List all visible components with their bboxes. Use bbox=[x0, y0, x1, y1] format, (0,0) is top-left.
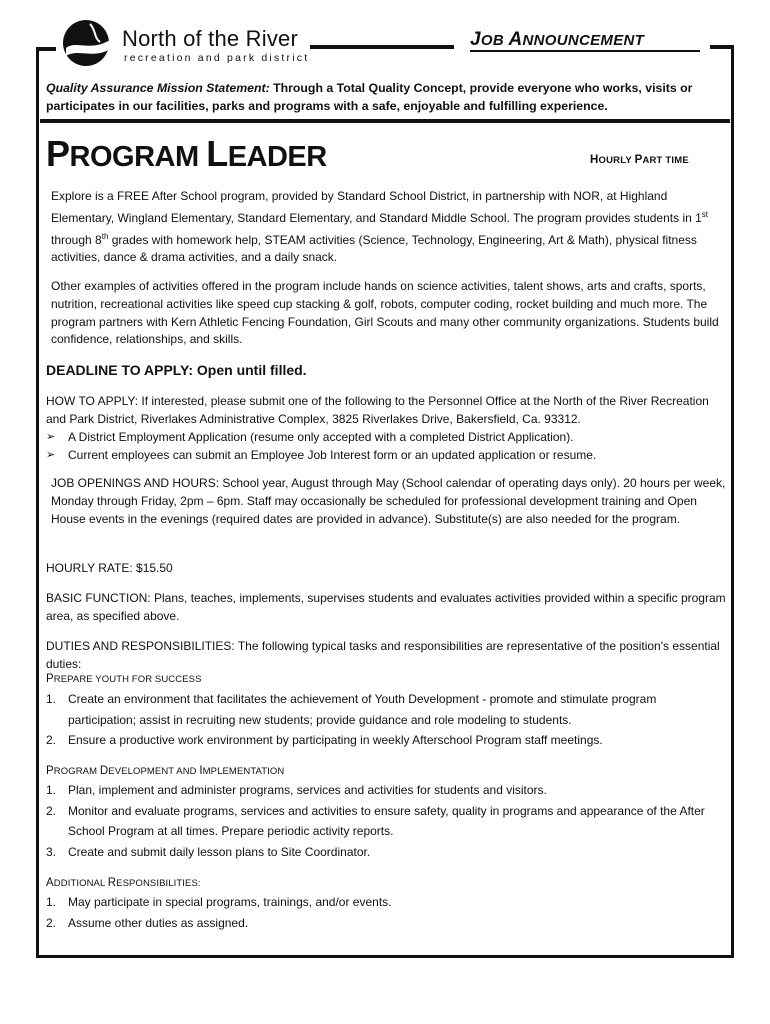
prepare-duties-list bbox=[46, 689, 726, 751]
list-item: 1. Create an environment that facilitates the achievement of Youth Development - promote and stimulate program participation; assist in recruiting new students; provide guidance and role modeling to students. bbox=[46, 692, 657, 727]
deadline-heading: DEADLINE TO APPLY: Open until filled. bbox=[46, 362, 307, 378]
section-heading-additional: ADDITIONAL RESPONSIBILITIES: bbox=[46, 877, 201, 889]
job-announcement-heading: JOB ANNOUNCEMENT bbox=[470, 29, 645, 50]
additional-duties-list bbox=[46, 892, 726, 933]
list-item: 3. Create and submit daily lesson plans to Site Coordinator. bbox=[46, 844, 371, 859]
header-rule-middle bbox=[310, 45, 454, 49]
employment-type: HOURLY PART TIME bbox=[590, 154, 689, 166]
org-subtitle: recreation and park district bbox=[124, 52, 310, 64]
mission-label: Quality Assurance Mission Statement: bbox=[46, 81, 270, 95]
district-logo-icon bbox=[60, 18, 116, 68]
mission-divider bbox=[40, 119, 730, 123]
org-name: North of the River bbox=[122, 26, 299, 51]
list-item: 1. Plan, implement and administer programs, services and activities for students and visitors. bbox=[46, 783, 547, 797]
job-openings-hours: JOB OPENINGS AND HOURS: School year, August through May (School calendar of operating days only). 20 hours per week, Monday through Friday, 2pm – 6pm. Staff may occasionally be scheduled for professional development training and Open House events in the evenings (required dates are provided in advance). Substitute(s) are also needed for the program. bbox=[51, 476, 726, 526]
arrow-bullet-icon: ➢ bbox=[46, 431, 56, 443]
duties-intro: DUTIES AND RESPONSIBILITIES: The following typical tasks and responsibilities are representative of the position's essential duties: bbox=[46, 639, 720, 671]
program-duties-list bbox=[46, 780, 726, 862]
how-to-apply: HOW TO APPLY: If interested, please submit one of the following to the Personnel Office at the North of the River Recreation and Park District, Riverlakes Administrative Complex, 3825 Riverlakes Drive, Bakersfield, Ca. 93312. bbox=[46, 394, 709, 426]
intro-paragraph-2: Other examples of activities offered in the program include hands on science activities, talent shows, arts and crafts, sports, nutrition, recreational activities like speed cup stacking & golf, robots, computer coding, rocket building and much more. The program partners with Kern Athletic Fencing Foundation, Girl Scouts and many other community organizations. Students build confidence, relationships, and skills. bbox=[51, 279, 719, 347]
basic-function: BASIC FUNCTION: Plans, teaches, implements, supervises students and evaluates activities provided within a specific program area, as specified above. bbox=[46, 591, 726, 623]
header-rule-left bbox=[36, 47, 56, 51]
intro-paragraph-1: Explore is a FREE After School program, provided by Standard School District, in partnership with NOR, at Highland Elementary, Wingland Elementary, Standard Elementary, and Standard Middle School. The program provides students in 1st through 8th grades with homework help, STEAM activities (Science, Technology, Engineering, Art & Math), physical fitness activities, dance & drama activities, and a daily snack. bbox=[51, 189, 709, 265]
list-item: 2. Assume other duties as assigned. bbox=[46, 915, 249, 930]
mission-text: Through a Total Quality Concept, provide everyone who works, visits or participates in our facilities, parks and programs with a safe, enjoyable and fulfilling experience. bbox=[46, 81, 693, 113]
list-item: ➢ Current employees can submit an Employee Job Interest form or an updated application or resume. bbox=[46, 447, 726, 465]
hourly-rate: HOURLY RATE: $15.50 bbox=[46, 561, 173, 575]
section-heading-program: PROGRAM DEVELOPMENT AND IMPLEMENTATION bbox=[46, 765, 285, 777]
page-frame-left bbox=[36, 47, 39, 958]
announcement-underline bbox=[470, 50, 700, 52]
page-frame-bottom bbox=[36, 955, 734, 958]
list-item: 2. Monitor and evaluate programs, services and activities to ensure safety, quality in programs and appearance of the After School Program at all times. Prepare periodic activity reports. bbox=[46, 803, 705, 838]
mission-statement bbox=[46, 80, 726, 115]
apply-options-list bbox=[46, 429, 726, 465]
list-item: 1. May participate in special programs, trainings, and/or events. bbox=[46, 895, 392, 909]
section-heading-prepare: PREPARE YOUTH FOR SUCCESS bbox=[46, 673, 202, 685]
list-item: 2. Ensure a productive work environment by participating in weekly Afterschool Program staff meetings. bbox=[46, 733, 603, 747]
page-title: PROGRAM LEADER bbox=[46, 133, 327, 174]
list-item: ➢ A District Employment Application (resume only accepted with a completed District Application). bbox=[46, 429, 726, 447]
page-frame-right bbox=[731, 45, 734, 958]
arrow-bullet-icon: ➢ bbox=[46, 448, 56, 461]
